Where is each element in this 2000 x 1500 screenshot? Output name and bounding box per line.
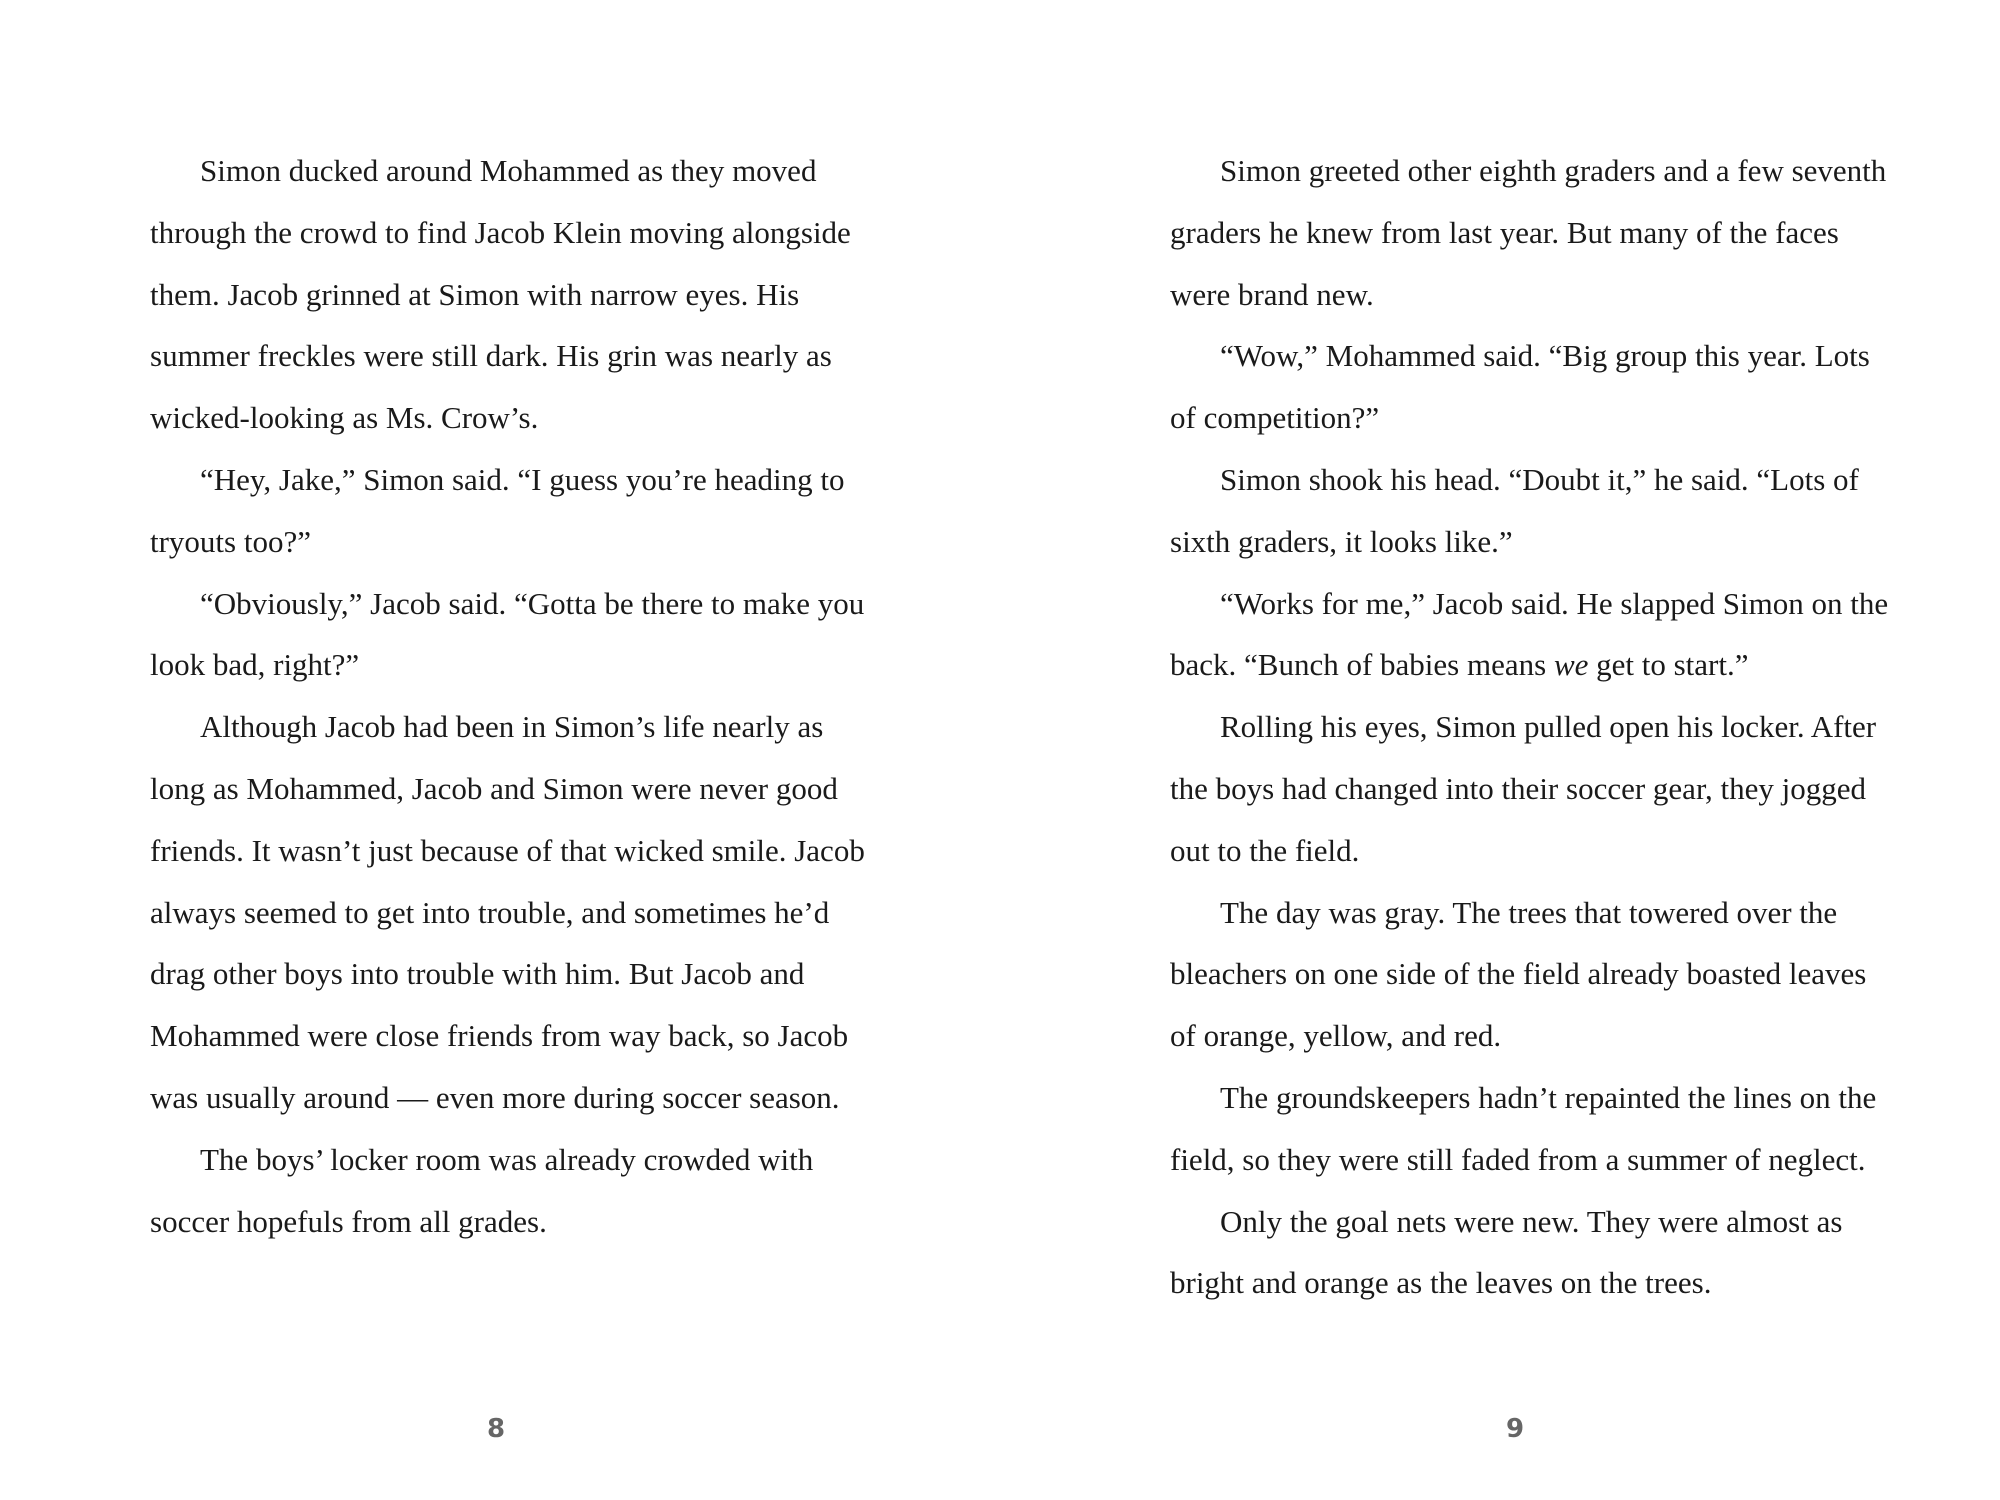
paragraph: Only the goal nets were new. They were almost as bright and orange as the leaves on the trees. (1170, 1203, 1843, 1301)
paragraph-text: get to start.” (1588, 647, 1749, 683)
paragraph: “Hey, Jake,” Simon said. “I guess you’re heading to tryouts too?” (150, 461, 845, 559)
right-page-body (1170, 140, 1890, 1314)
paragraph (1170, 573, 1890, 697)
right-page (1170, 140, 1890, 1314)
paragraph: Simon ducked around Mohammed as they moved through the crowd to find Jacob Klein moving alongside them. Jacob grinned at Simon with narrow eyes. His summer freckles were still dark. His grin was nearly as wicked-looking as Ms. Crow’s. (150, 153, 851, 436)
left-page (150, 140, 870, 1252)
paragraph: Rolling his eyes, Simon pulled open his locker. After the boys had changed into their soccer gear, they jogged out to the field. (1170, 709, 1877, 868)
paragraph: The boys’ locker room was already crowded with soccer hopefuls from all grades. (150, 1141, 814, 1239)
page-number-right: 9 (1505, 1414, 1525, 1444)
paragraph: “Wow,” Mohammed said. “Big group this year. Lots of competition?” (1170, 338, 1870, 436)
paragraph-text: “Works for me,” Jacob said. He slapped Simon on the back. “Bunch of babies means (1170, 585, 1889, 683)
left-page-body (150, 140, 870, 1252)
page-number-left: 8 (486, 1414, 506, 1444)
italic-text: we (1553, 647, 1589, 683)
paragraph: Simon shook his head. “Doubt it,” he said. “Lots of sixth graders, it looks like.” (1170, 461, 1859, 559)
paragraph: Although Jacob had been in Simon’s life nearly as long as Mohammed, Jacob and Simon were never good friends. It wasn’t just because of that wicked smile. Jacob always seemed to get into trouble, and sometimes he’d drag other boys into trouble with him. But Jacob and Mohammed were close friends from way back, so Jacob was usually around — even more during soccer season. (150, 709, 865, 1115)
paragraph: The day was gray. The trees that towered over the bleachers on one side of the field already boasted leaves of orange, yellow, and red. (1170, 894, 1867, 1054)
paragraph: “Obviously,” Jacob said. “Gotta be there to make you look bad, right?” (150, 585, 865, 683)
paragraph: Simon greeted other eighth graders and a few seventh graders he knew from last year. But many of the faces were brand new. (1170, 153, 1887, 312)
paragraph: The groundskeepers hadn’t repainted the lines on the field, so they were still faded from a summer of neglect. (1170, 1079, 1877, 1177)
